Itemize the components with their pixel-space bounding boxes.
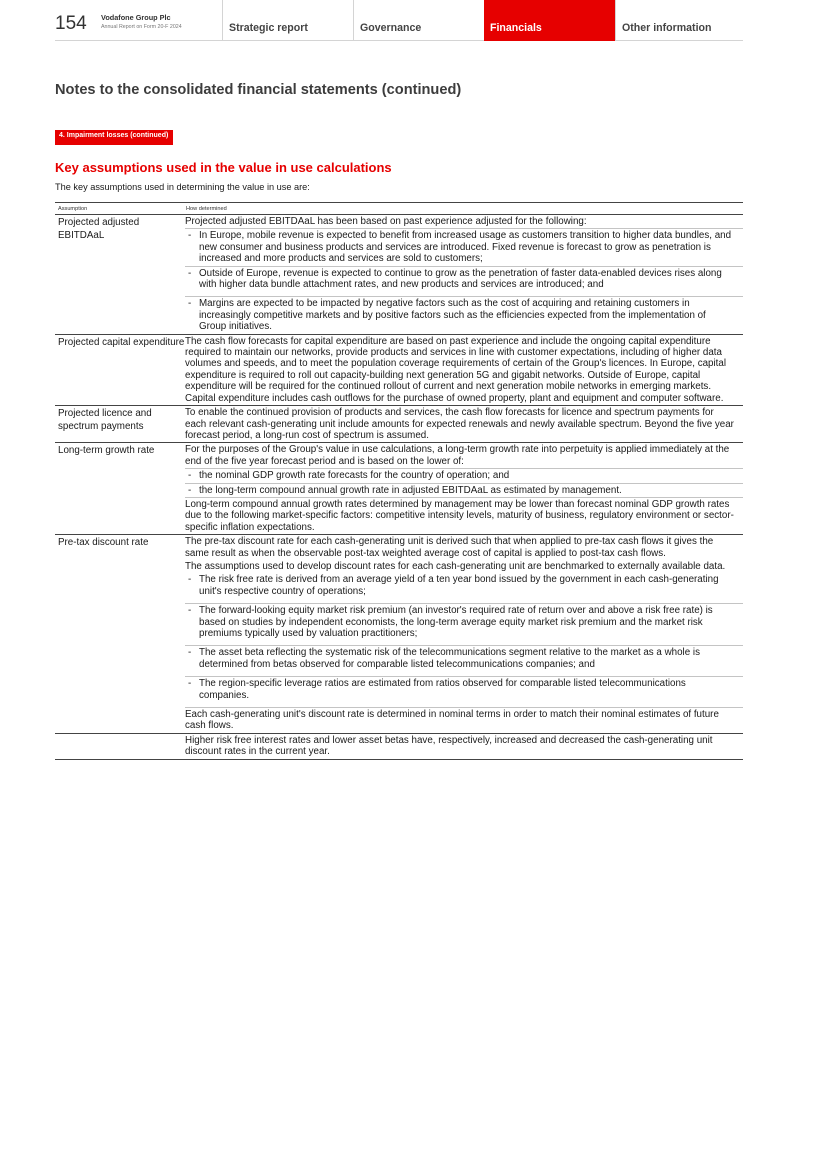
row-text: For the purposes of the Group's value in use calculations, a long-term growth rate into perpetuity is applied immediately at the end of the five year forecast period and is based on the lower of: (185, 444, 730, 467)
row-text: The cash flow forecasts for capital expenditure are based on past experience and include the ongoing capital expenditure required to maintain our networks, provide products and services in line with customer expectations, including of higher data volumes and speeds, and to meet the population coverage requirements of certain of the Group's licences. In Europe, capital expenditure is required to roll out capacity-building next generation 5G and gigabit networks. Outside of Europe, capital expenditure will be required for the continued rollout of current and next generation mobile networks in emerging markets. Capital expenditure includes cash outflows for the purchase of owned property, plant and equipment and computer software. (185, 335, 727, 404)
tab-other-information[interactable]: Other information (615, 0, 743, 41)
assumption-label (55, 734, 185, 759)
bullet-item: - The asset beta reflecting the systematic risk of the telecommunications segment relative to the market as a whole is determined from betas observed for comparable listed telecommunications companies; and (185, 645, 743, 671)
how-determined-cell (185, 406, 743, 442)
bullet-item: - Outside of Europe, revenue is expected to continue to grow as the penetration of faster data-enabled devices rises along with higher data bundle attachment rates, and new products and services are introduced; and (185, 266, 743, 292)
bullet-item: - the long-term compound annual growth rate in adjusted EBITDAaL as estimated by management. (185, 483, 743, 497)
table-row (55, 734, 743, 760)
bullet-item: - The region-specific leverage ratios are estimated from ratios observed for comparable listed telecommunications companies. (185, 676, 743, 702)
table-row (55, 406, 743, 443)
intro-text: The key assumptions used in determining the value in use are: (55, 182, 310, 192)
page-number: 154 (55, 13, 87, 34)
row-text: To enable the continued provision of products and services, the cash flow forecasts for licence and spectrum payments for each relevant cash-generating unit include amounts for expected renewals and newly available spectrum. Beyond the five year forecast period, a long-run cost of spectrum is assumed. (185, 407, 734, 441)
bullet-item: - Margins are expected to be impacted by negative factors such as the cost of acquiring and retaining customers in increasingly competitive markets and by positive factors such as the efficiencies expected from the implementation of Group initiatives. (185, 296, 743, 333)
assumption-label: Pre-tax discount rate (58, 537, 149, 549)
bullet-item: - The risk free rate is derived from an average yield of a ten year bond issued by the government in each cash-generating unit's respective country of operations; (185, 573, 743, 598)
page-title: Notes to the consolidated financial statements (continued) (55, 82, 462, 98)
row-text: The pre-tax discount rate for each cash-generating unit is derived such that when applied to pre-tax cash flows it gives the same result as when the observable post-tax weighted average cost of capital is applied to post-tax cash flows. (185, 536, 714, 559)
how-determined-cell (185, 734, 743, 759)
column-header-assumption: Assumption (58, 206, 88, 212)
tab-governance[interactable]: Governance (353, 0, 484, 41)
bullet-item: - The forward-looking equity market risk premium (an investor's required rate of return over and above a risk free rate) is based on studies by independent economists, the long-term average equity market risk premium and the market risk premiums typically used by valuation practitioners; (185, 603, 743, 640)
note-badge: 4. Impairment losses (continued) (55, 130, 173, 145)
table-row (55, 335, 743, 406)
bullet-item: - In Europe, mobile revenue is expected to benefit from increased usage as customers transition to higher data bundles, and new consumer and business products and services are introduced. Fixed revenue is forecast to grow as penetration is increased and more products and services are sold to customers; (185, 228, 743, 265)
row-text: The assumptions used to develop discount rates for each cash-generating unit are benchmarked to externally available data. (185, 560, 726, 572)
tab-financials[interactable]: Financials (484, 0, 615, 41)
assumption-label: Long-term growth rate (58, 445, 155, 457)
table-row (55, 215, 743, 335)
report-name: Annual Report on Form 20-F 2024 (101, 24, 182, 30)
assumptions-table (55, 202, 743, 760)
row-text: Each cash-generating unit's discount rate is determined in nominal terms in order to match their nominal estimates of future cash flows. (185, 707, 743, 733)
row-text: Long-term compound annual growth rates determined by management may be lower than forecast nominal GDP growth rates due to the following market-specific factors: competitive intensity levels, maturity of business, regulatory environment or sector-specific inflation expectations. (185, 497, 743, 534)
bullet-item: - the nominal GDP growth rate forecasts for the country of operation; and (185, 468, 743, 482)
tab-strategic-report[interactable]: Strategic report (222, 0, 353, 41)
how-determined-cell (185, 443, 743, 534)
table-row (55, 535, 743, 734)
how-determined-cell (185, 335, 743, 405)
column-header-how-determined: How determined (186, 206, 227, 212)
assumption-label: Projected licence and spectrum payments (58, 408, 152, 433)
table-header (55, 203, 743, 215)
page-header (55, 0, 743, 41)
assumption-label: Projected adjusted EBITDAaL (58, 217, 140, 241)
how-determined-cell (185, 535, 743, 733)
row-text: Higher risk free interest rates and lower asset betas have, respectively, increased and decreased the cash-generating unit discount rates in the current year. (185, 734, 713, 758)
table-row (55, 443, 743, 535)
assumption-label: Projected capital expenditure (58, 336, 185, 348)
row-text: Projected adjusted EBITDAaL has been based on past experience adjusted for the following: (185, 216, 587, 227)
company-name: Vodafone Group Plc (101, 13, 171, 22)
how-determined-cell (185, 215, 743, 334)
section-title: Key assumptions used in the value in use calculations (55, 160, 392, 175)
